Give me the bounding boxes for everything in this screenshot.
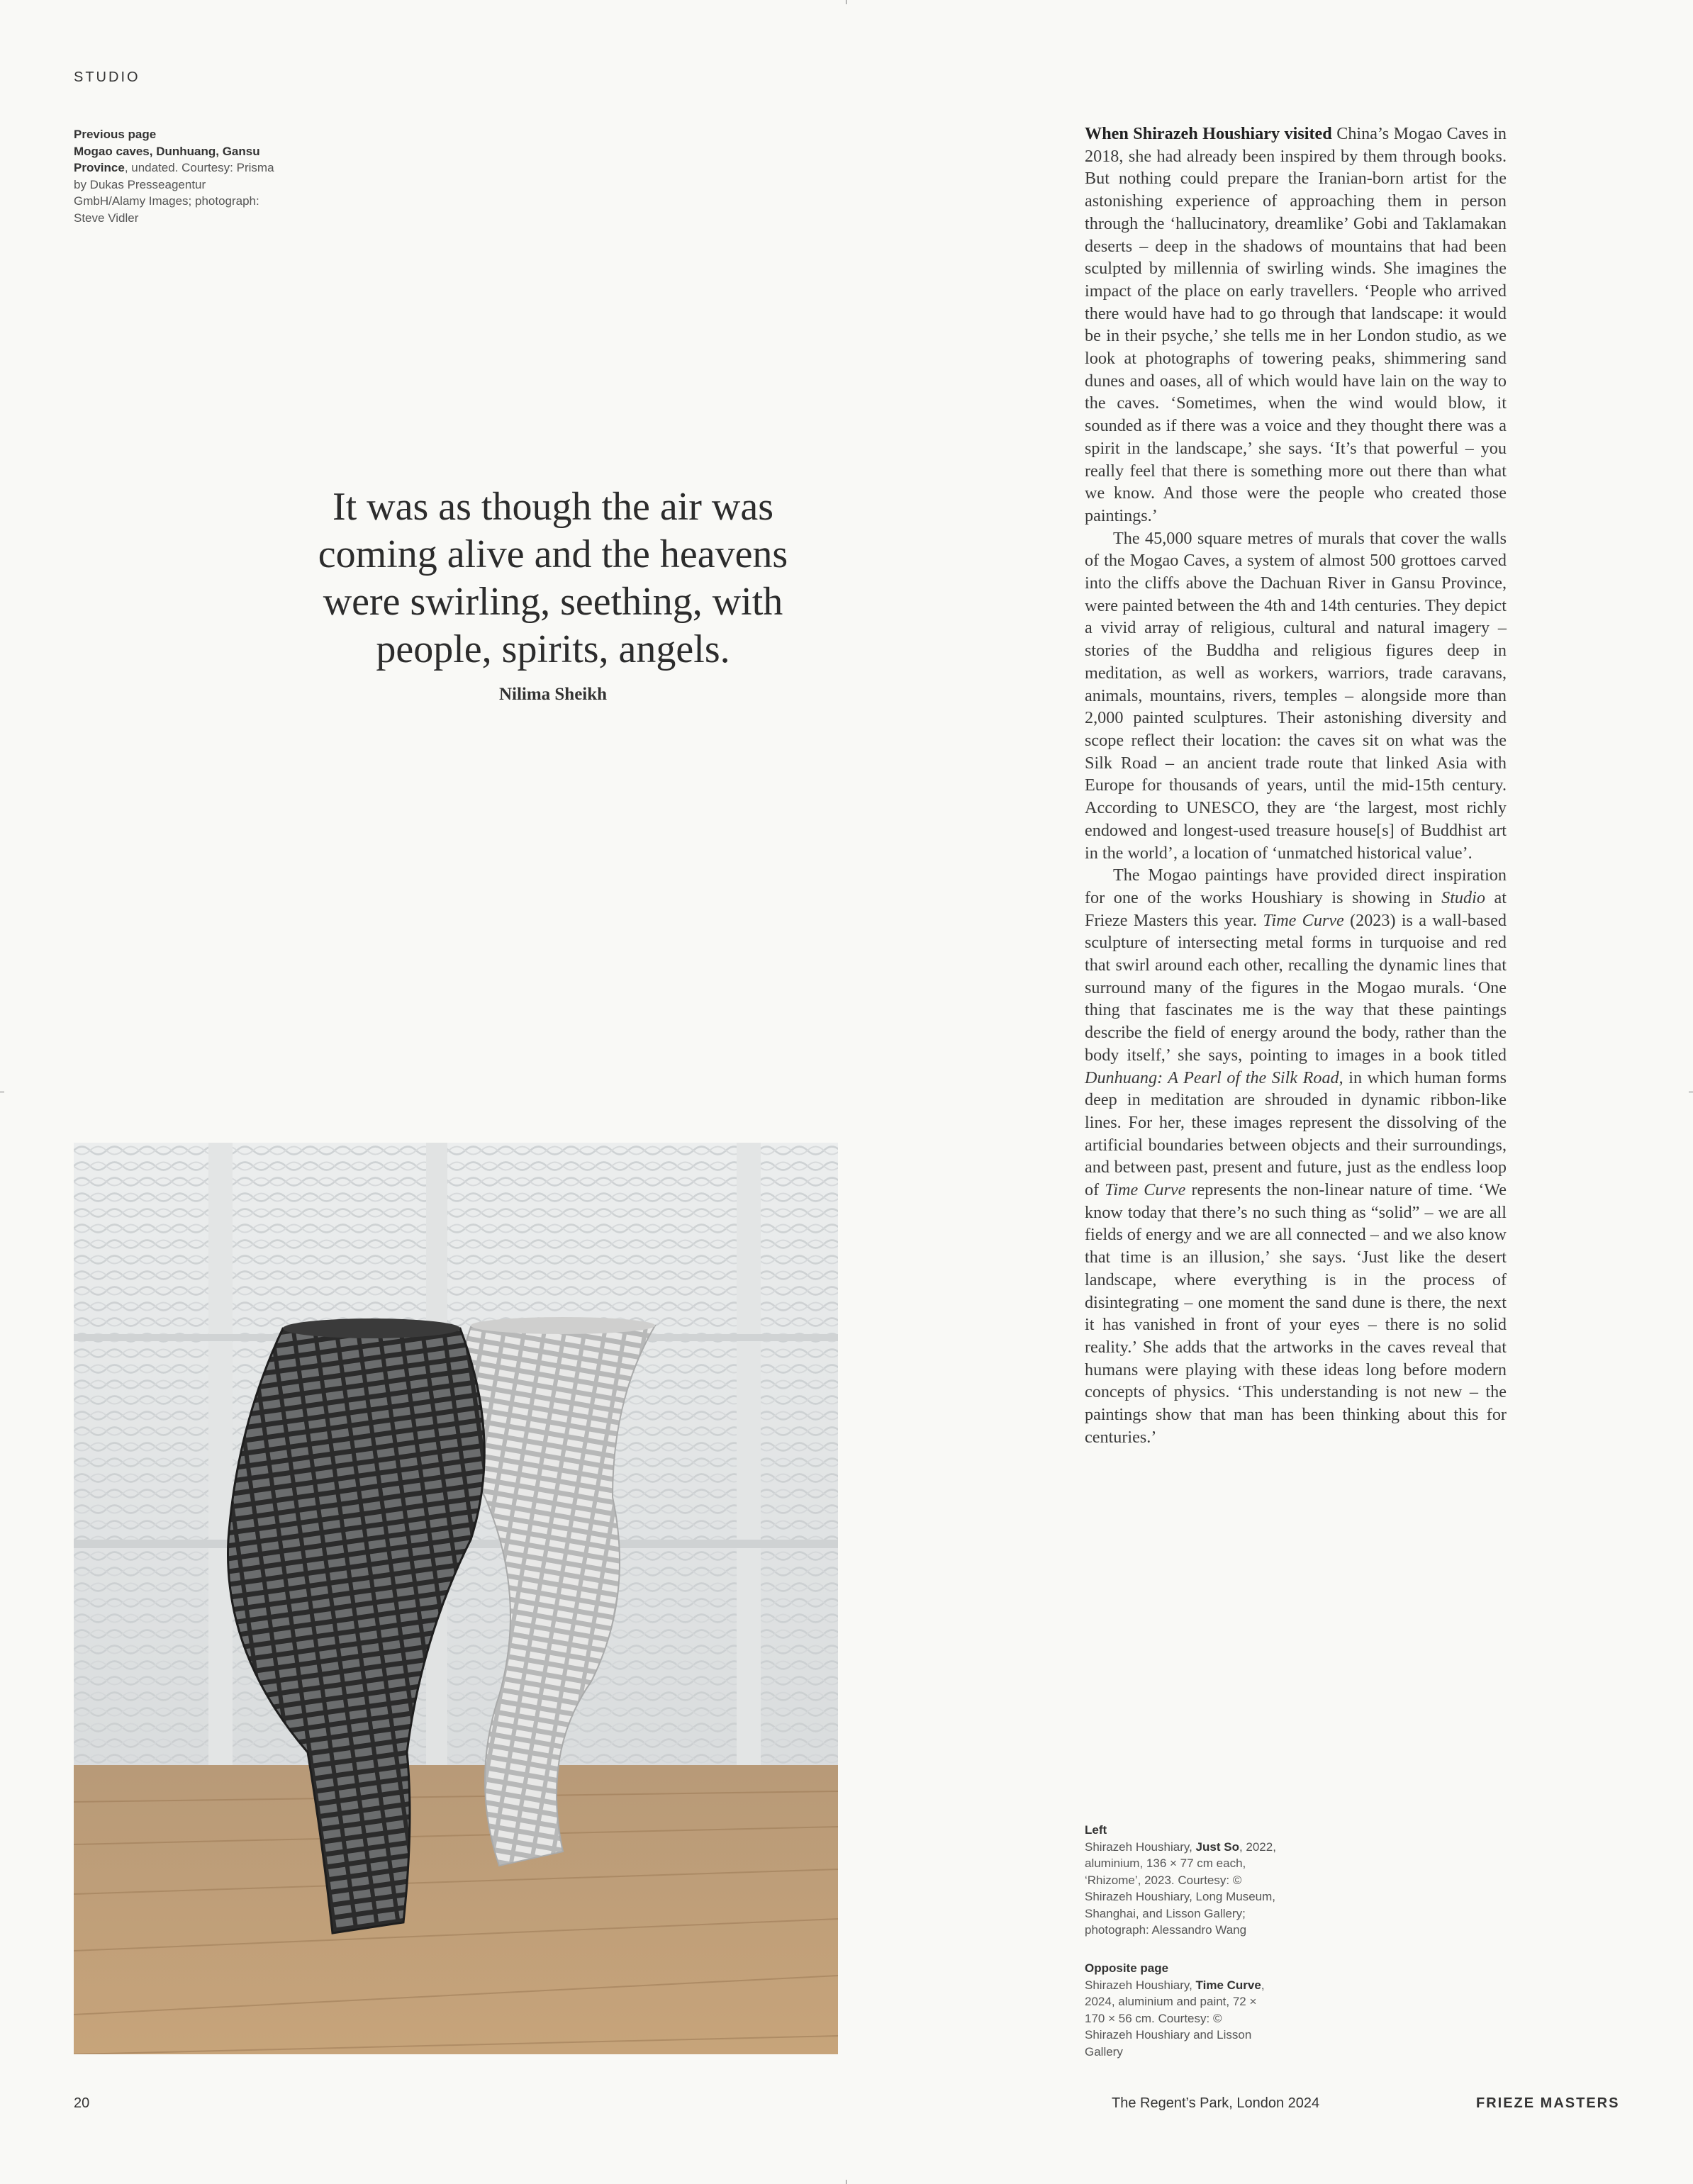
footer-venue: The Regent’s Park, London 2024 bbox=[1112, 2095, 1320, 2111]
caption-title: Mogao caves, Dunhuang, Gansu Province bbox=[74, 144, 260, 174]
caption-title: Just So bbox=[1195, 1839, 1239, 1854]
caption-heading: Left bbox=[1085, 1823, 1107, 1837]
pull-quote-attribution: Nilima Sheikh bbox=[498, 685, 608, 704]
caption-heading: Opposite page bbox=[1085, 1961, 1169, 1975]
article-paragraph: The 45,000 square metres of murals that cover the walls of the Mogao Caves, a system of almost 500 grottoes carved into the cliffs above the Dachuan River in Gansu Province, were painted between the 4th and 14th centuries. They depict a vivid array of religious, cultural and natural imagery – stories of the Buddha and religious figures deep in meditation, as well as workers, warriors, trade caravans, animals, mountains, rivers, temples – alongside more than 2,000 painted sculptures. Their astonishing diversity and scope reflect their location: the caves sit on what was the Silk Road – an ancient trade route that linked Asia with Europe for thousands of years, until the mid-15th century. According to UNESCO, they are ‘the largest, most richly endowed and longest-used treasure house[s] of Buddhist art in the world’, a location of ‘unmatched historical value’. bbox=[1085, 528, 1507, 863]
sculpture-photo bbox=[74, 1143, 838, 2054]
article-lede: When Shirazeh Houshiary visited bbox=[1085, 124, 1332, 143]
article-paragraph: The Mogao paintings have provided direct inspiration for one of the works Houshiary is showing in Studio at Frieze Masters this year. Time Curve (2023) is a wall-based sculpture of intersecting metal forms in turquoise and red that swirl around each other, recalling the dynamic lines that surround many of the figures in the Mogao murals. ‘One thing that fascinates me is the way that these paintings describe the field of energy around the body, rather than the body itself,’ she says, pointing to images in a book titled Dunhuang: A Pearl of the Silk Road, in which human forms deep in meditation are shrouded in dynamic ribbon-like lines. For her, these images represent the dissolving of the artificial boundaries between objects and their surroundings, and between past, present and future, just as the endless loop of Time Curve represents the non-linear nature of time. ‘We know today that there’s no such thing as “solid” – we are all fields of energy and we are all connected – and we also know that time is an illusion,’ she says. ‘Just like the desert landscape, where everything is in the process of disintegrating – one moment the sand dune is there, the next it has vanished in front of your eyes – there is no solid reality.’ She adds that the artworks in the caves reveal that humans were playing with these ideas long before modern concepts of physics. ‘This understanding is not new – the paintings show that man has been thinking about this for centuries.’ bbox=[1085, 866, 1507, 1447]
footer-masthead: FRIEZE MASTERS bbox=[1476, 2095, 1620, 2111]
section-label: STUDIO bbox=[74, 69, 140, 85]
caption-title: Time Curve bbox=[1195, 1978, 1261, 1992]
caption-opposite-page: Opposite page Shirazeh Houshiary, Time Curve, 2024, aluminium and paint, 72 × 170 × 56 cm. Courtesy: © Shirazeh Houshiary and Lisson Gallery bbox=[1085, 1960, 1269, 2060]
article-paragraph: When Shirazeh Houshiary visited China’s Mogao Caves in 2018, she had already been inspired by them through books. But nothing could prepare the Iranian-born artist for the astonishing experience of approaching them in person through the ‘hallucinatory, dreamlike’ Gobi and Taklamakan deserts – deep in the shadows of mountains that had been sculpted by millennia of swirling winds. She imagines the impact of the place on early travellers. ‘People who arrived there would have had to go through that landscape: it would be in their psyche,’ she tells me in her London studio, as we look at photographs of towering peaks, shimmering sand dunes and oases, all of which would have lain on the way to the caves. ‘Sometimes, when the wind would blow, it sounded as if there was a voice and they thought there was a spirit in the landscape,’ she says. ‘It’s that powerful – you really feel that there is something more out there than what we know. And those were the people who created those paintings.’ bbox=[1085, 124, 1507, 525]
article-body bbox=[1085, 123, 1507, 1448]
caption-details: , undated. Courtesy: Prisma by Dukas Presseagentur GmbH/Alamy Images; photograph: Steve Vidler bbox=[74, 161, 274, 225]
pull-quote: It was as though the air was coming alive and the heavens were swirling, seething, with people, spirits, angels. bbox=[318, 485, 788, 671]
caption-left: Left Shirazeh Houshiary, Just So, 2022, aluminium, 136 × 77 cm each, ‘Rhizome’, 2023. Courtesy: © Shirazeh Houshiary, Long Museum, Shanghai, and Lisson Gallery; photograph: Alessandro Wang bbox=[1085, 1822, 1290, 1939]
sculpture-illustration bbox=[74, 1143, 838, 2054]
page-number: 20 bbox=[74, 2095, 90, 2111]
caption-previous-page bbox=[74, 126, 279, 226]
caption-heading: Previous page bbox=[74, 128, 157, 141]
